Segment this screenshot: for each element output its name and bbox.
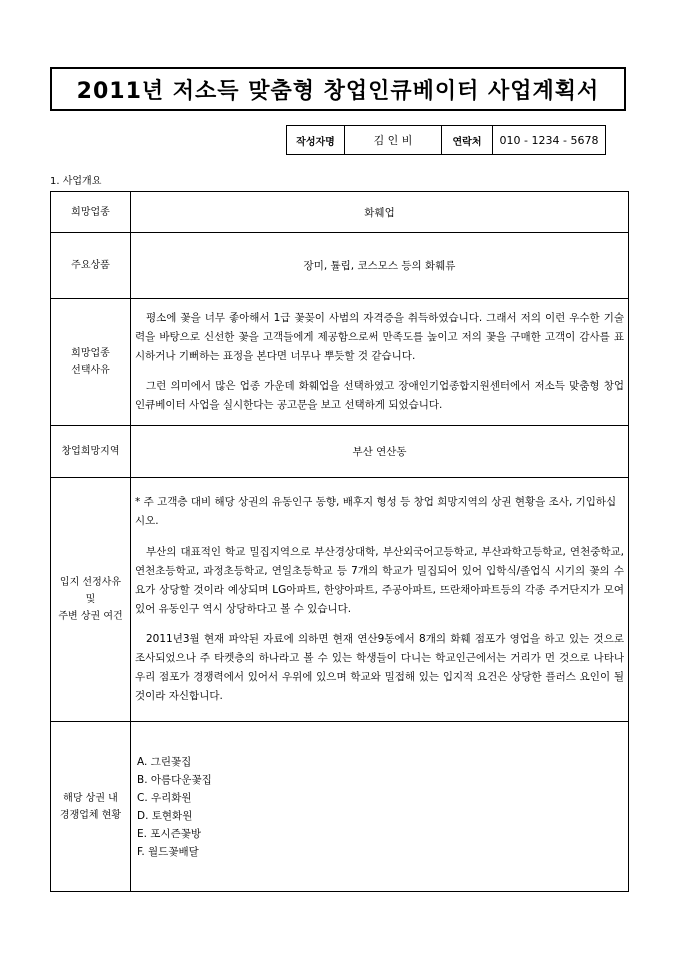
competitors-row <box>51 722 629 892</box>
business-row <box>51 192 629 233</box>
business-overview-table <box>50 191 629 892</box>
reason-paragraph-1: 평소에 꽃을 너무 좋아해서 1급 꽃꽂이 사범의 자격증을 취득하였습니다. 그래서 저의 이런 우수한 기술력을 바탕으로 신선한 꽃을 고객들에게 제공함으로써 만족도를 높이고 저의 꽃을 구매한 고객이 감사를 표시하거나 기뻐하는 표정을 본다면 너무나 뿌듯할 것 같습니다. <box>135 312 624 362</box>
author-name-label: 작성자명 <box>287 126 345 155</box>
competitor-item: F. 월드꽃배달 <box>137 845 199 858</box>
reason-paragraph-2: 그런 의미에서 많은 업종 가운데 화훼업을 선택하였고 장애인기업종합지원센터에서 저소득 맞춤형 창업인큐베이터 사업을 실시한다는 공고문을 보고 선택하게 되었습니다. <box>135 380 624 411</box>
reason-text <box>131 299 629 426</box>
competitor-item: A. 그린꽃집 <box>137 755 192 768</box>
competitor-item: D. 토현화원 <box>137 809 193 822</box>
section-heading: 1. 사업개요 <box>50 176 102 187</box>
reason-label: 희망업종 선택사유 <box>51 299 131 426</box>
region-row <box>51 426 629 478</box>
competitors-cell <box>131 722 629 892</box>
location-paragraph-2: 2011년3월 현재 파악된 자료에 의하면 현재 연산9동에서 8개의 화훼 점포가 영업을 하고 있는 것으로 조사되었으나 주 타켓층의 하나라고 볼 수 있는 학생들이 다니는 학교인근에서는 거리가 먼 것으로 나타나 우리 점포가 경쟁력에서 있어서 우위에 있으며 학교와 밀접해 있는 입지적 요건은 상당한 플러스 요인이 될 것이라 자신합니다. <box>135 633 624 702</box>
competitor-list <box>131 753 628 861</box>
products-label: 주요상품 <box>51 233 131 299</box>
region-value: 부산 연산동 <box>131 426 629 478</box>
document-title-box <box>50 67 626 111</box>
products-value: 장미, 튤립, 코스모스 등의 화훼류 <box>131 233 629 299</box>
region-label: 창업희망지역 <box>51 426 131 478</box>
contact-value: 010 - 1234 - 5678 <box>493 126 606 155</box>
contact-label: 연락처 <box>442 126 493 155</box>
location-row <box>51 478 629 722</box>
business-value: 화훼업 <box>131 192 629 233</box>
competitor-item: C. 우리화원 <box>137 791 192 804</box>
competitors-label: 해당 상권 내 경쟁업체 현황 <box>51 722 131 892</box>
reason-row <box>51 299 629 426</box>
products-row <box>51 233 629 299</box>
author-info-table <box>286 125 606 155</box>
competitor-item: E. 포시즌꽃방 <box>137 827 202 840</box>
location-guideline-note: * 주 고객층 대비 해당 상권의 유동인구 동향, 배후지 형성 등 창업 희망지역의 상권 현황을 조사, 기입하십시오. <box>135 496 617 527</box>
author-name-value: 김 인 비 <box>345 126 442 155</box>
business-label: 희망업종 <box>51 192 131 233</box>
location-text <box>131 478 629 722</box>
competitor-item: B. 아름다운꽃집 <box>137 773 212 786</box>
location-paragraph-1: 부산의 대표적인 학교 밀집지역으로 부산경상대학, 부산외국어고등학교, 부산과학고등학교, 연천중학교, 연천초등학교, 과정초등학교, 연일초등학교 등 7개의 학교가 밀집되어 있어 입학식/졸업식 시기의 꽃의 수요가 상당할 것이라 예상되며 LG아파트, 한양아파트, 주공아파트, 뜨란채아파트등의 각종 주거단지가 모여있어 유동인구 역시 상당하다고 볼 수 있습니다. <box>135 546 624 615</box>
document-title: 2011년 저소득 맞춤형 창업인큐베이터 사업계획서 <box>76 78 600 104</box>
location-label: 입지 선정사유 및 주변 상권 여건 <box>51 478 131 722</box>
